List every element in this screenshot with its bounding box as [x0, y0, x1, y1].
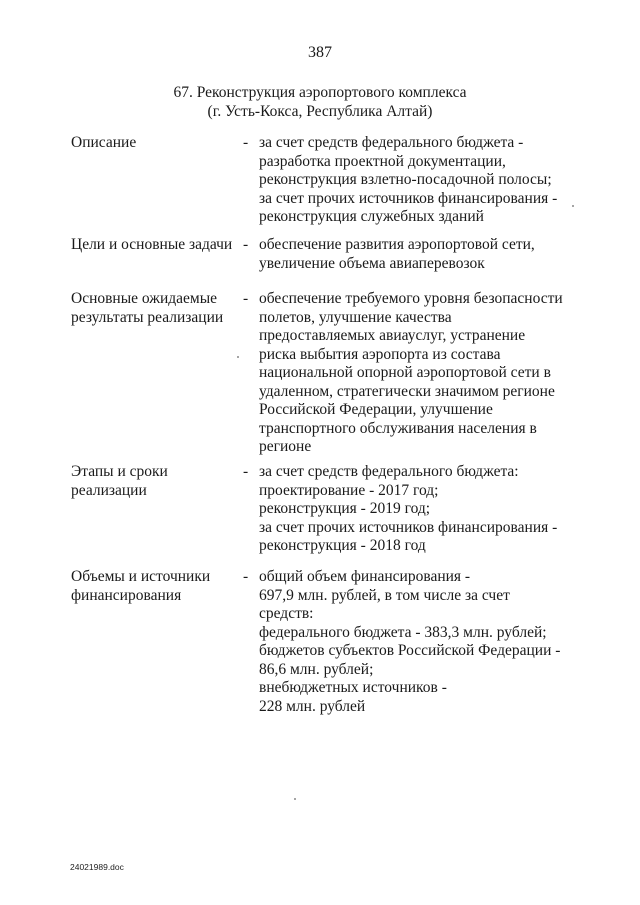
value-line: обеспечение требуемого уровня безопасности [259, 290, 563, 307]
value-line: национальной опорной аэропортовой сети в [259, 364, 551, 381]
row-value [259, 463, 579, 556]
row-dash: - [243, 463, 249, 480]
label-line: Цели и основные задачи [71, 236, 233, 253]
value-line: бюджетов субъектов Российской Федерации - [259, 642, 561, 659]
label-line: результаты реализации [71, 308, 224, 326]
page-number: 387 [308, 44, 332, 61]
row-value [259, 134, 579, 227]
value-line: полетов, улучшение качества [259, 308, 452, 326]
value-line: Российской Федерации, улучшение [259, 401, 493, 418]
value-line: 86,6 млн. рублей; [259, 660, 374, 678]
value-line: реконструкция - 2019 год; [259, 500, 431, 517]
row-value [259, 290, 579, 457]
value-line: транспортного обслуживания населения в [259, 419, 537, 437]
value-line: риска выбытия аэропорта из состава [259, 345, 501, 363]
label-line: реализации [71, 481, 147, 499]
label-line: Основные ожидаемые [71, 290, 218, 307]
title-line-1: 67. Реконструкция аэропортового комплекса [173, 84, 467, 101]
value-line: увеличение объема авиаперевозок [259, 254, 485, 272]
scan-speck [572, 205, 574, 207]
row-dash: - [243, 134, 249, 151]
file-name-footer: 24021989.doc [70, 862, 124, 872]
row-label [71, 236, 241, 255]
value-line: разработка проектной документации, [259, 152, 506, 170]
value-line: проектирование - 2017 год; [259, 481, 439, 499]
value-line: средств: [259, 605, 314, 622]
label-line: финансирования [71, 586, 182, 604]
row-value [259, 568, 579, 716]
value-line: реконструкция взлетно-посадочной полосы; [259, 171, 552, 188]
value-line: за счет прочих источников финансирования - [259, 189, 558, 207]
value-line: общий объем финансирования - [259, 568, 471, 585]
label-line: Описание [71, 134, 137, 151]
row-dash: - [243, 568, 249, 585]
row-label [71, 134, 241, 153]
value-line: за счет прочих источников финансирования - [259, 518, 558, 536]
value-line: за счет средств федерального бюджета: [259, 463, 519, 480]
title-line-2: (г. Усть-Кокса, Республика Алтай) [207, 103, 433, 120]
value-line: 228 млн. рублей [259, 697, 366, 715]
row-label [71, 568, 241, 605]
scan-speck [294, 798, 296, 800]
label-line: Этапы и сроки [71, 463, 168, 480]
row-label [71, 290, 241, 327]
value-line: внебюджетных источников - [259, 679, 447, 696]
row-dash: - [243, 290, 249, 307]
row-value [259, 236, 579, 273]
scan-speck [237, 356, 239, 358]
value-line: удаленном, стратегически значимом регионе [259, 382, 555, 400]
label-line: Объемы и источники [71, 568, 211, 585]
value-line: предоставляемых авиауслуг, устранение [259, 327, 526, 344]
value-line: федерального бюджета - 383,3 млн. рублей; [259, 623, 547, 641]
row-label [71, 463, 241, 500]
value-line: реконструкция служебных зданий [259, 208, 484, 225]
value-line: за счет средств федерального бюджета - [259, 134, 524, 151]
value-line: обеспечение развития аэропортовой сети, [259, 236, 535, 253]
value-line: регионе [259, 438, 312, 455]
value-line: реконструкция - 2018 год [259, 537, 426, 554]
row-dash: - [243, 236, 249, 253]
value-line: 697,9 млн. рублей, в том числе за счет [259, 586, 510, 604]
